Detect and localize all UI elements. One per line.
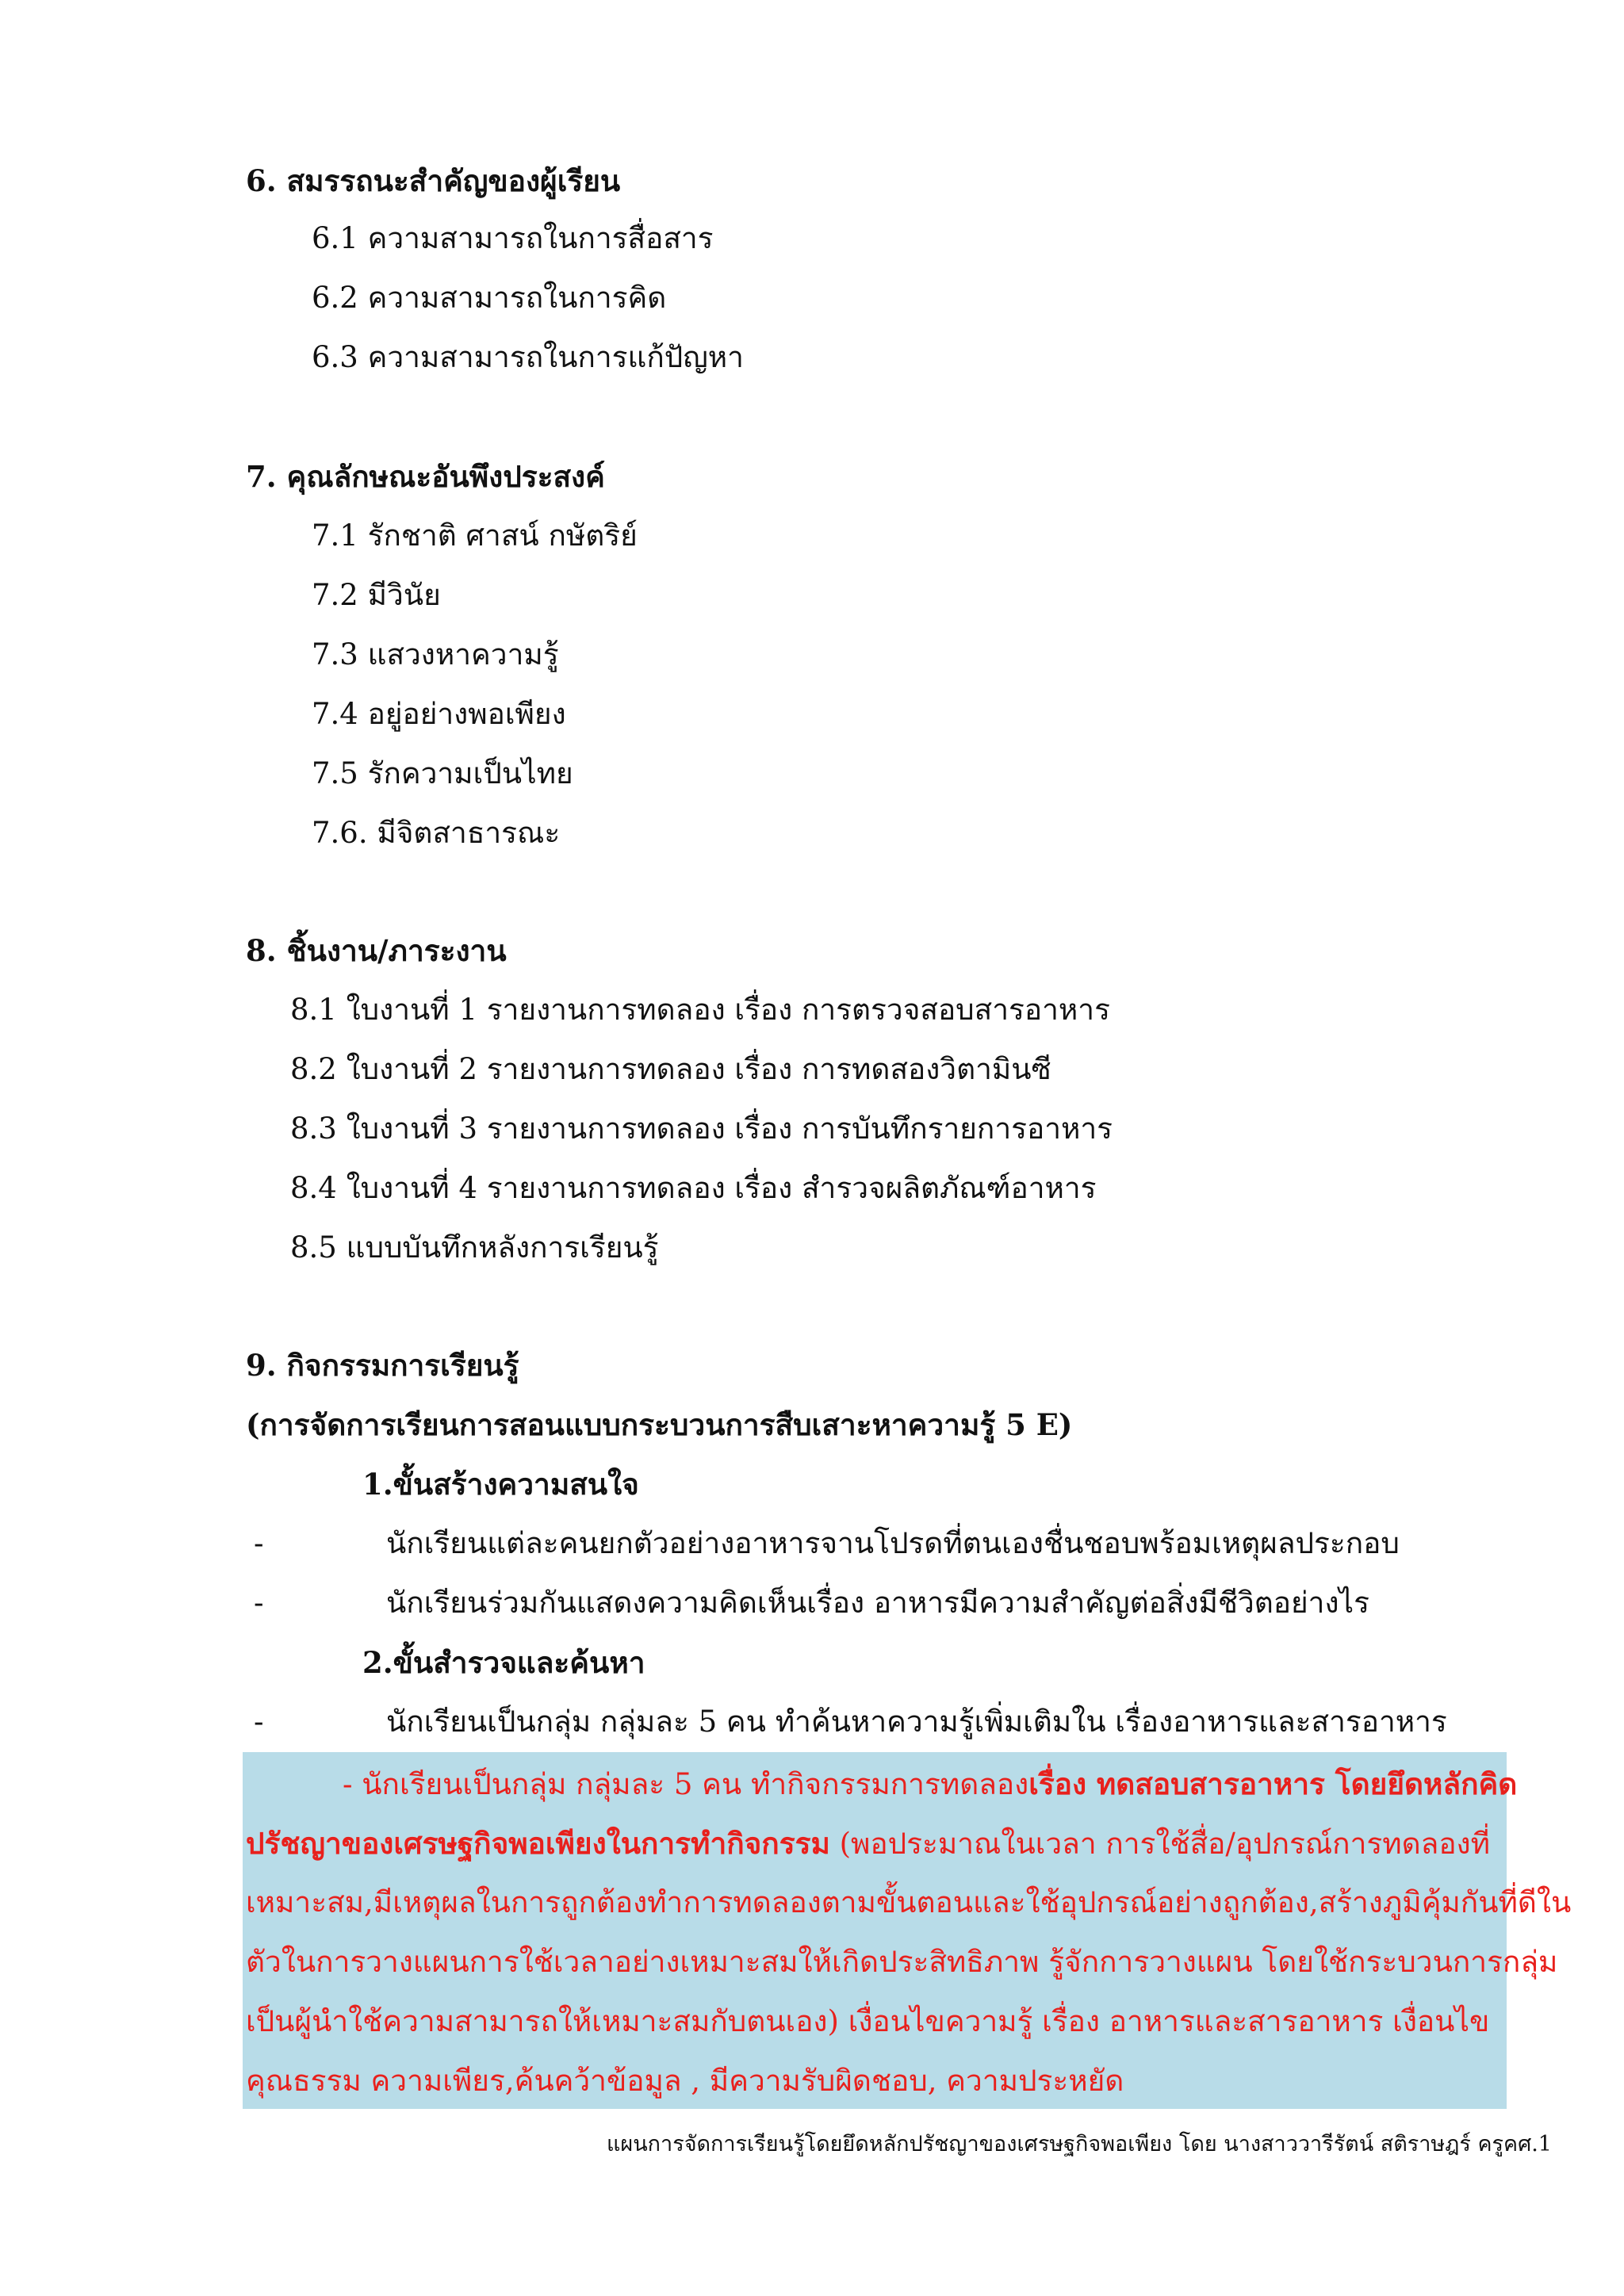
section6-heading: 6. สมรรถนะสำคัญของผู้เรียน	[246, 163, 621, 198]
step1-bullet-2: นักเรียนร่วมกันแสดงความคิดเห็นเรื่อง อาหารมีความสำคัญต่อสิ่งมีชีวิตอย่างไร	[386, 1586, 1370, 1620]
section7-item-3: 7.3 แสวงหาความรู้	[312, 637, 559, 672]
highlight-line-6: คุณธรรม ความเพียร,ค้นคว้าข้อมูล , มีความรับผิดชอบ, ความประหยัด	[246, 2064, 1124, 2098]
bullet-dash: -	[254, 1586, 264, 1620]
step2-bullet-1: นักเรียนเป็นกลุ่ม กลุ่มละ 5 คน ทำค้นหาความรู้เพิ่มเติมใน เรื่องอาหารและสารอาหาร	[386, 1705, 1447, 1739]
section8-heading: 8. ชิ้นงาน/ภาระงาน	[246, 933, 507, 968]
section6-item-2: 6.2 ความสามารถในการคิด	[312, 281, 667, 315]
highlight-line-3: เหมาะสม,มีเหตุผลในการถูกต้องทำการทดลองตามขั้นตอนและใช้อุปกรณ์อย่างถูกต้อง,สร้างภูมิคุ้มกันที่ดีใน	[246, 1885, 1572, 1919]
section7-item-4: 7.4 อยู่อย่างพอเพียง	[312, 697, 566, 731]
highlight-line-1: - นักเรียนเป็นกลุ่ม กลุ่มละ 5 คน ทำกิจกรรมการทดลองเรื่อง ทดสอบสารอาหาร โดยยึดหลักคิด	[343, 1766, 1518, 1801]
section7-item-2: 7.2 มีวินัย	[312, 578, 441, 612]
bullet-dash: -	[254, 1705, 264, 1739]
page-footer: แผนการจัดการเรียนรู้โดยยึดหลักปรัชญาของเศรษฐกิจพอเพียง โดย นางสาววารีรัตน์ สติราษฎร์ ครูคศ.1	[607, 2132, 1552, 2156]
highlight-line-5: เป็นผู้นำใช้ความสามารถให้เหมาะสมกับตนเอง) เงื่อนไขความรู้ เรื่อง อาหารและสารอาหาร เงื่อนไข	[246, 2004, 1490, 2038]
highlight-line-4: ตัวในการวางแผนการใช้เวลาอย่างเหมาะสมให้เกิดประสิทธิภาพ รู้จักการวางแผน โดยใช้กระบวนการกลุ่ม	[246, 1945, 1558, 1979]
section9-heading: 9. กิจกรรมการเรียนรู้	[246, 1348, 519, 1383]
bullet-dash: -	[254, 1526, 264, 1560]
section6-item-3: 6.3 ความสามารถในการแก้ปัญหา	[312, 340, 744, 374]
section8-item-4: 8.4 ใบงานที่ 4 รายงานการทดลอง เรื่อง สำรวจผลิตภัณฑ์อาหาร	[290, 1171, 1097, 1205]
section8-item-2: 8.2 ใบงานที่ 2 รายงานการทดลอง เรื่อง การทดสองวิตามินซี	[290, 1052, 1051, 1086]
section8-item-1: 8.1 ใบงานที่ 1 รายงานการทดลอง เรื่อง การตรวจสอบสารอาหาร	[290, 993, 1110, 1027]
section6-item-1: 6.1 ความสามารถในการสื่อสาร	[312, 221, 714, 255]
highlight-box	[243, 1752, 1507, 2109]
section7-item-5: 7.5 รักความเป็นไทย	[312, 756, 573, 790]
section7-item-6: 7.6. มีจิตสาธารณะ	[312, 816, 561, 850]
section9-subheading: (การจัดการเรียนการสอนแบบกระบวนการสืบเสาะหาความรู้ 5 E)	[246, 1407, 1073, 1442]
section7-heading: 7. คุณลักษณะอันพึงประสงค์	[246, 459, 605, 494]
section8-item-3: 8.3 ใบงานที่ 3 รายงานการทดลอง เรื่อง การบันทึกรายการอาหาร	[290, 1112, 1113, 1146]
section7-item-1: 7.1 รักชาติ ศาสน์ กษัตริย์	[312, 519, 638, 553]
section8-item-5: 8.5 แบบบันทึกหลังการเรียนรู้	[290, 1230, 659, 1265]
step2-heading: 2.ขั้นสำรวจและค้นหา	[362, 1645, 645, 1680]
step1-bullet-1: นักเรียนแต่ละคนยกตัวอย่างอาหารจานโปรดที่ตนเองชื่นชอบพร้อมเหตุผลประกอบ	[386, 1526, 1400, 1560]
step1-heading: 1.ขั้นสร้างความสนใจ	[362, 1467, 639, 1502]
highlight-line-2: ปรัชญาของเศรษฐกิจพอเพียงในการทำกิจกรรม (พอประมาณในเวลา การใช้สื่อ/อุปกรณ์การทดลองที่	[246, 1826, 1491, 1861]
